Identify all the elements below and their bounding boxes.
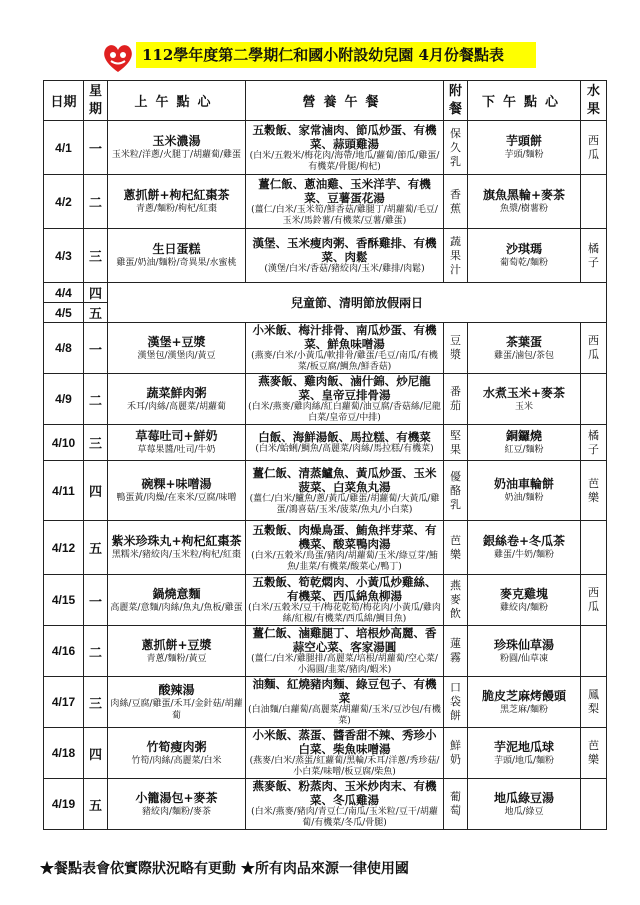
- side-cell: [444, 575, 468, 626]
- pm-snack-cell: [468, 175, 581, 229]
- fruit-cell: [581, 374, 607, 425]
- pm-snack-ingredients: 雞絞肉/麵粉: [499, 602, 549, 613]
- am-snack-ingredients: 漢堡包/漢堡肉/黃豆: [137, 350, 216, 361]
- am-snack-name: 草莓吐司+鮮奶: [135, 429, 218, 443]
- menu-row: [44, 677, 607, 728]
- weekday-cell: 三: [84, 677, 108, 728]
- fruit-cell: [581, 779, 607, 830]
- fruit-cell: [581, 461, 607, 521]
- pm-snack-ingredients: 奶油/麵粉: [504, 493, 544, 503]
- header-weekday: 星期: [84, 81, 108, 121]
- fruit-text: 西瓜: [588, 586, 599, 613]
- lunch-dishes: 薑仁飯、清蒸鱸魚、黃瓜炒蛋、玉米菠菜、白菜魚丸湯: [252, 465, 437, 494]
- lunch-ingredients: (白油麵/白蘿蔔/高麗菜/胡蘿蔔/玉米/豆沙包/有機菜): [248, 705, 441, 726]
- header-side: 附餐: [444, 81, 468, 121]
- lunch-ingredients: (薑仁/白米/玉米筍/鮮香菇/雞腿丁/胡蘿蔔/毛豆/玉米/馬鈴薯/有機菜/豆薯/雞蛋): [251, 204, 438, 226]
- side-text: 蔬果汁: [450, 234, 461, 276]
- pm-snack-cell: [468, 626, 581, 677]
- lunch-cell: [246, 374, 444, 425]
- lunch-dishes: 五穀飯、家常滷肉、節瓜炒蛋、有機菜、蒜頭雞湯: [252, 122, 437, 151]
- side-cell: [444, 175, 468, 229]
- menu-row: [44, 521, 607, 575]
- lunch-dishes: 五穀飯、筍乾燜肉、小黃瓜炒雞絲、有機菜、西瓜綿魚柳湯: [252, 575, 437, 603]
- fruit-text: 芭樂: [588, 739, 599, 766]
- am-snack-ingredients: 青蔥/麵粉/黃豆: [146, 653, 207, 664]
- pm-snack-name: 銀絲卷+冬瓜茶: [482, 534, 566, 548]
- am-snack-ingredients: 竹筍/肉絲/高麗菜/白米: [131, 755, 222, 766]
- date-cell: 4/1: [44, 121, 84, 175]
- lunch-dishes: 白飯、海鮮湯飯、馬拉糕、有機菜: [258, 430, 431, 444]
- fruit-text: 橘子: [588, 428, 599, 456]
- weekday-cell: 二: [84, 175, 108, 229]
- am-snack-cell: [108, 575, 246, 626]
- title-banner: [136, 42, 536, 68]
- pm-snack-name: 沙琪瑪: [505, 242, 542, 256]
- lunch-cell: [246, 425, 444, 461]
- pm-snack-name: 水煮玉米+麥茶: [482, 385, 566, 400]
- side-cell: [444, 626, 468, 677]
- header-lunch: 營養午餐: [246, 81, 444, 121]
- am-snack-name: 蔥抓餅+枸杞紅棗茶: [123, 188, 230, 202]
- side-cell: [444, 121, 468, 175]
- side-cell: [444, 461, 468, 521]
- pm-snack-name: 珍珠仙草湯: [493, 637, 554, 652]
- header-am-snack: 上午點心: [108, 81, 246, 121]
- menu-row: [44, 461, 607, 521]
- pm-snack-ingredients: 粉圓/仙草凍: [499, 653, 549, 664]
- date-cell: 4/16: [44, 626, 84, 677]
- am-snack-name: 小籠湯包+麥茶: [135, 790, 218, 805]
- am-snack-cell: [108, 323, 246, 374]
- am-snack-ingredients: 黑糯米/豬絞肉/玉米粒/枸杞/紅棗: [111, 550, 242, 560]
- date-cell: 4/4: [44, 283, 84, 303]
- menu-row: [44, 175, 607, 229]
- am-snack-ingredients: 肉絲/豆腐/雞蛋/禾耳/金針菇/胡蘿蔔: [110, 698, 243, 721]
- side-cell: [444, 374, 468, 425]
- side-cell: [444, 323, 468, 374]
- side-text: 燕麥飲: [450, 579, 461, 620]
- menu-row: [44, 323, 607, 374]
- lunch-dishes: 小米飯、梅汁排骨、南瓜炒蛋、有機菜、鮮魚味噌湯: [252, 323, 437, 351]
- lunch-ingredients: (薑仁/白米/雞腿排/高麗菜/培根/胡蘿蔔/空心菜/小湯圓/韭菜/豬肉/蝦米): [251, 654, 438, 675]
- date-cell: 4/18: [44, 728, 84, 779]
- am-snack-name: 蔥抓餅+豆漿: [141, 637, 212, 652]
- weekday-cell: 一: [84, 121, 108, 175]
- lunch-dishes: 薑仁飯、蔥油雞、玉米洋芋、有機菜、豆薯蛋花湯: [258, 176, 431, 205]
- pm-snack-name: 茶葉蛋: [505, 334, 542, 349]
- am-snack-cell: [108, 425, 246, 461]
- am-snack-name: 蔬菜鮮肉粥: [146, 385, 207, 400]
- date-cell: 4/17: [44, 677, 84, 728]
- lunch-cell: [246, 323, 444, 374]
- pm-snack-ingredients: 雞蛋/牛奶/麵粉: [493, 550, 555, 560]
- menu-row: [44, 575, 607, 626]
- side-text: 香蕉: [450, 187, 461, 215]
- pm-snack-ingredients: 玉米: [514, 401, 533, 412]
- menu-row: [44, 425, 607, 461]
- lunch-ingredients: (白米/五穀米/梅花肉/海帶/地瓜/蘿蔔/節瓜/雞蛋/有機菜/骨腿/枸杞): [249, 150, 440, 172]
- fruit-cell: [581, 626, 607, 677]
- side-text: 葡萄: [450, 790, 461, 817]
- lunch-ingredients: (白米/五穀米/豆干/梅花乾筍/梅花肉/小黃瓜/雞肉絲/紅椒/有機菜/西瓜綿/鯛目魚): [248, 603, 441, 624]
- date-cell: 4/12: [44, 521, 84, 575]
- menu-row: [44, 121, 607, 175]
- am-snack-cell: [108, 779, 246, 830]
- weekday-cell: 四: [84, 461, 108, 521]
- pm-snack-ingredients: 芋頭/麵粉: [504, 150, 544, 160]
- date-cell: 4/3: [44, 229, 84, 283]
- am-snack-name: 紫米珍珠丸+枸杞紅棗茶: [111, 534, 242, 548]
- weekday-cell: 五: [84, 521, 108, 575]
- am-snack-name: 玉米濃湯: [152, 134, 201, 148]
- menu-row: [44, 728, 607, 779]
- am-snack-ingredients: 雞蛋/奶油/麵粉/奇異果/水蜜桃: [116, 258, 237, 268]
- footer-note: ★餐點表會依實際狀況略有更動 ★所有肉品來源一律使用國: [40, 861, 409, 877]
- menu-row: [44, 229, 607, 283]
- pm-snack-ingredients: 地瓜/綠豆: [504, 806, 544, 817]
- fruit-cell: [581, 229, 607, 283]
- pm-snack-ingredients: 黑芝麻/麵粉: [499, 704, 549, 715]
- fruit-cell: [581, 728, 607, 779]
- side-cell: [444, 779, 468, 830]
- pm-snack-ingredients: 芋頭/地瓜/麵粉: [493, 755, 555, 766]
- lunch-ingredients: (燕麥/白米/蒸蛋/紅蘿蔔/黑輪/禾耳/洋蔥/秀珍菇/小白菜/味噌/板豆腐/柴魚): [249, 756, 440, 777]
- weekday-cell: 四: [84, 283, 108, 303]
- fruit-cell: [581, 425, 607, 461]
- page-header: [100, 40, 540, 76]
- menu-row: [44, 374, 607, 425]
- lunch-dishes: 小米飯、蒸蛋、醬香甜不辣、秀珍小白菜、柴魚味噌湯: [252, 728, 437, 756]
- fruit-cell: [581, 175, 607, 229]
- weekday-cell: 三: [84, 425, 108, 461]
- am-snack-ingredients: 高麗菜/意麵/肉絲/魚丸/魚板/雞蛋: [110, 602, 243, 613]
- side-text: 保久乳: [450, 126, 461, 168]
- lunch-dishes: 薑仁飯、滷雞腿丁、培根炒高麗、香蒜空心菜、客家湯圓: [252, 626, 437, 654]
- am-snack-cell: [108, 121, 246, 175]
- am-snack-ingredients: 青蔥/麵粉/枸杞/紅棗: [135, 204, 218, 214]
- lunch-cell: [246, 575, 444, 626]
- side-text: 優酪乳: [450, 469, 461, 511]
- lunch-cell: [246, 521, 444, 575]
- holiday-cell: 兒童節、清明節放假兩日: [108, 283, 607, 323]
- header-date: 日期: [44, 81, 84, 121]
- date-cell: 4/19: [44, 779, 84, 830]
- pm-snack-cell: [468, 521, 581, 575]
- fruit-cell: [581, 677, 607, 728]
- lunch-cell: [246, 229, 444, 283]
- lunch-ingredients: (燕麥/白米/小黃瓜/軟排骨/雞蛋/毛豆/南瓜/有機菜/板豆腐/鯛魚/鮮香菇): [251, 351, 438, 372]
- date-cell: 4/9: [44, 374, 84, 425]
- am-snack-cell: [108, 229, 246, 283]
- lunch-dishes: 油麵、紅燒豬肉麵、綠豆包子、有機菜: [252, 677, 437, 705]
- pm-snack-cell: [468, 728, 581, 779]
- am-snack-name: 碗粿+味噌湯: [141, 477, 212, 491]
- lunch-cell: [246, 728, 444, 779]
- side-cell: [444, 425, 468, 461]
- am-snack-name: 漢堡+豆漿: [147, 334, 206, 349]
- side-text: 蓮霧: [450, 637, 461, 664]
- side-text: 芭樂: [450, 533, 461, 561]
- menu-table: [43, 80, 607, 830]
- fruit-cell: [581, 575, 607, 626]
- lunch-cell: [246, 121, 444, 175]
- side-cell: [444, 677, 468, 728]
- side-text: 豆漿: [450, 334, 461, 361]
- lunch-ingredients: (白米/燕麥/雞肉絲/紅白蘿蔔/油豆腐/香菇絲/尼龍白菜/皇帝豆/中排): [248, 402, 441, 423]
- heart-logo-icon: [100, 40, 136, 76]
- pm-snack-ingredients: 魚漿/樹薯粉: [499, 204, 549, 214]
- am-snack-name: 生日蛋糕: [152, 242, 201, 256]
- pm-snack-ingredients: 葡萄乾/麵粉: [499, 258, 549, 268]
- menu-row: [44, 283, 607, 303]
- fruit-cell: [581, 521, 607, 575]
- pm-snack-cell: [468, 779, 581, 830]
- date-cell: 4/15: [44, 575, 84, 626]
- date-cell: 4/10: [44, 425, 84, 461]
- am-snack-name: 鍋燒意麵: [152, 586, 201, 601]
- pm-snack-name: 芋頭餅: [505, 134, 542, 148]
- lunch-cell: [246, 461, 444, 521]
- pm-snack-name: 麥克雞塊: [499, 586, 548, 601]
- pm-snack-cell: [468, 229, 581, 283]
- lunch-dishes: 五穀飯、肉燥鳥蛋、鮪魚拌芽菜、有機菜、酸菜鴨肉湯: [252, 522, 437, 551]
- side-text: 番茄: [450, 385, 461, 412]
- pm-snack-name: 地瓜綠豆湯: [493, 790, 554, 805]
- date-cell: 4/8: [44, 323, 84, 374]
- am-snack-cell: [108, 374, 246, 425]
- weekday-cell: 三: [84, 229, 108, 283]
- fruit-cell: [581, 323, 607, 374]
- lunch-ingredients: (白米/燕麥/豬肉/青豆仁/南瓜/玉米粒/豆干/胡蘿蔔/有機菜/冬瓜/骨腿): [251, 807, 438, 828]
- weekday-cell: 一: [84, 575, 108, 626]
- side-text: 堅果: [450, 428, 461, 456]
- date-cell: 4/2: [44, 175, 84, 229]
- am-snack-cell: [108, 521, 246, 575]
- am-snack-name: 竹筍瘦肉粥: [146, 739, 207, 754]
- fruit-cell: [581, 121, 607, 175]
- header-fruit: 水果: [581, 81, 607, 121]
- am-snack-ingredients: 玉米粒/洋蔥/火腿丁/胡蘿蔔/雞蛋: [111, 150, 242, 160]
- lunch-dishes: 燕麥飯、粉蒸肉、玉米炒肉末、有機菜、冬瓜雞湯: [252, 779, 437, 807]
- fruit-text: 芭樂: [588, 476, 599, 504]
- am-snack-ingredients: 草莓果醬/吐司/牛奶: [137, 445, 216, 455]
- pm-snack-cell: [468, 677, 581, 728]
- side-text: 鮮奶: [450, 739, 461, 766]
- side-text: 口袋餅: [450, 681, 461, 722]
- weekday-cell: 四: [84, 728, 108, 779]
- am-snack-cell: [108, 677, 246, 728]
- lunch-cell: [246, 779, 444, 830]
- am-snack-ingredients: 禾耳/肉絲/高麗菜/胡蘿蔔: [126, 401, 227, 412]
- am-snack-cell: [108, 175, 246, 229]
- weekday-cell: 一: [84, 323, 108, 374]
- am-snack-cell: [108, 728, 246, 779]
- lunch-cell: [246, 677, 444, 728]
- lunch-ingredients: (白米/五穀米/鳥蛋/豬肉/胡蘿蔔/玉米/綠豆芽/鮪魚/韭菜/有機菜/酸菜心/鴨丁): [251, 550, 438, 572]
- page-title: 112學年度第二學期仁和國小附設幼兒園 4月份餐點表: [142, 46, 504, 64]
- fruit-text: 鳳梨: [588, 688, 599, 715]
- pm-snack-cell: [468, 461, 581, 521]
- fruit-text: 橘子: [588, 241, 599, 269]
- pm-snack-cell: [468, 575, 581, 626]
- lunch-dishes: 漢堡、玉米瘦肉粥、香酥雞排、有機菜、肉鬆: [252, 236, 437, 264]
- fruit-text: 西瓜: [588, 133, 599, 161]
- lunch-dishes: 燕麥飯、雞肉飯、滷什錦、炒尼龍菜、皇帝豆排骨湯: [258, 374, 431, 402]
- weekday-cell: 二: [84, 374, 108, 425]
- lunch-cell: [246, 626, 444, 677]
- side-cell: [444, 521, 468, 575]
- am-snack-cell: [108, 461, 246, 521]
- date-cell: 4/11: [44, 461, 84, 521]
- am-snack-ingredients: 豬絞肉/麵粉/麥茶: [141, 806, 212, 817]
- weekday-cell: 五: [84, 303, 108, 323]
- lunch-ingredients: (薑仁/白米/鱸魚/蔥/黃瓜/雞蛋/胡蘿蔔/大黃瓜/雞蛋/鴻喜菇/玉米/菠菜/魚丸/小白菜): [249, 493, 440, 515]
- weekday-cell: 二: [84, 626, 108, 677]
- pm-snack-ingredients: 紅豆/麵粉: [504, 445, 544, 455]
- am-snack-name: 酸辣湯: [158, 682, 195, 697]
- pm-snack-cell: [468, 323, 581, 374]
- pm-snack-name: 脆皮芝麻烤饅頭: [481, 688, 566, 703]
- pm-snack-cell: [468, 121, 581, 175]
- pm-snack-name: 銅鑼燒: [505, 429, 542, 443]
- pm-snack-cell: [468, 425, 581, 461]
- pm-snack-name: 奶油車輪餅: [493, 477, 554, 491]
- pm-snack-ingredients: 雞蛋/滷包/茶包: [493, 350, 555, 361]
- am-snack-ingredients: 鴨蛋黃/肉燥/在來米/豆腐/味噌: [116, 493, 237, 503]
- side-cell: [444, 229, 468, 283]
- lunch-ingredients: (白米/蛤蜊/鯛魚/高麗菜/肉絲/馬拉糕/有機菜): [255, 444, 434, 454]
- side-cell: [444, 728, 468, 779]
- pm-snack-name: 芋泥地瓜球: [493, 739, 554, 754]
- pm-snack-name: 旗魚黑輪+麥茶: [482, 188, 566, 202]
- menu-row: [44, 779, 607, 830]
- fruit-text: 西瓜: [588, 334, 599, 361]
- pm-snack-cell: [468, 374, 581, 425]
- header-row: [44, 81, 607, 121]
- am-snack-cell: [108, 626, 246, 677]
- weekday-cell: 五: [84, 779, 108, 830]
- lunch-ingredients: (漢堡/白米/香菇/豬絞肉/玉米/雞排/肉鬆): [264, 264, 425, 274]
- menu-row: [44, 626, 607, 677]
- header-pm-snack: 下午點心: [468, 81, 581, 121]
- date-cell: 4/5: [44, 303, 84, 323]
- lunch-cell: [246, 175, 444, 229]
